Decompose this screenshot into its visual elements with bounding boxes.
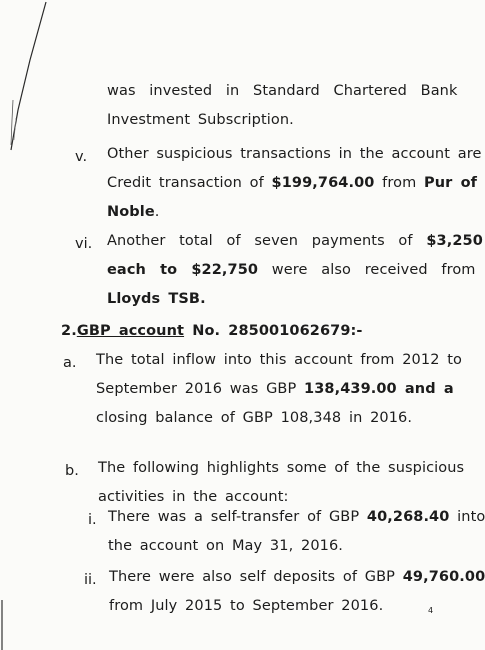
text-line: There were also self deposits of GBP 49,760.00	[109, 569, 485, 585]
text-line: There was a self-transfer of GBP 40,268.40 into	[108, 509, 485, 525]
list-number: i.	[88, 512, 97, 528]
list-number: vi.	[75, 236, 93, 252]
text-line: Lloyds TSB.	[107, 291, 206, 307]
text-line: Noble.	[107, 204, 160, 220]
margin-scan-mark	[0, 0, 60, 650]
text-line: was invested in Standard Chartered Bank	[107, 83, 458, 99]
list-number: b.	[65, 463, 79, 479]
text-line: each to $22,750 were also received from	[107, 262, 476, 278]
text-line: activities in the account:	[98, 489, 289, 505]
text-line: Credit transaction of $199,764.00 from Pur of	[107, 175, 478, 191]
text-line: Other suspicious transactions in the account are	[107, 146, 482, 162]
section-heading: 2.GBP account No. 285001062679:-	[61, 323, 363, 339]
text-line: from July 2015 to September 2016.	[109, 598, 384, 614]
list-number: a.	[63, 355, 77, 371]
page-number: 4	[428, 606, 434, 615]
list-number: ii.	[84, 572, 97, 588]
text-line: The total inflow into this account from 2012 to	[96, 352, 462, 368]
text-line: the account on May 31, 2016.	[108, 538, 344, 554]
text-line: The following highlights some of the suspicious	[98, 460, 465, 476]
text-line: September 2016 was GBP 138,439.00 and a	[96, 381, 454, 397]
text-line: Another total of seven payments of $3,250	[107, 233, 483, 249]
text-line: closing balance of GBP 108,348 in 2016.	[96, 410, 413, 426]
list-number: v.	[75, 149, 88, 165]
text-line: Investment Subscription.	[107, 112, 294, 128]
